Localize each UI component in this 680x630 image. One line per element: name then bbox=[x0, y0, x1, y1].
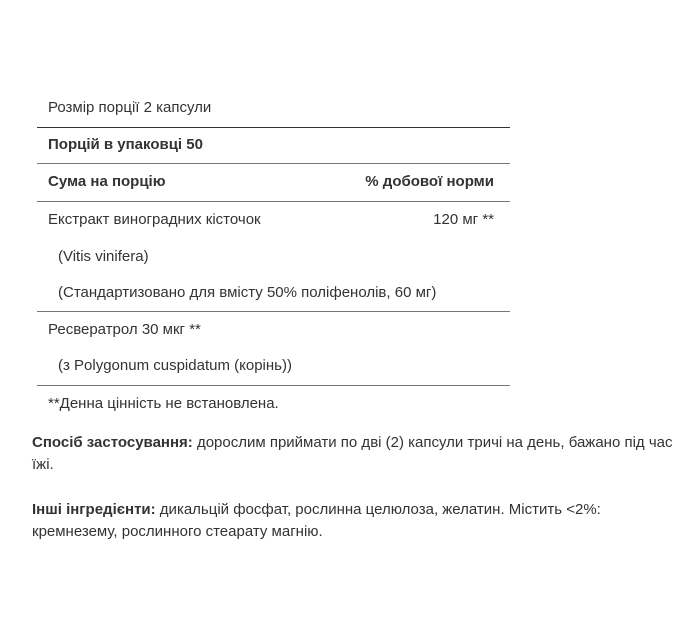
ingredient-name: Екстракт виноградних кісточок bbox=[48, 211, 261, 228]
usage-text: дорослим приймати по дві (2) капсули тричі на день, бажано під час їжі. bbox=[32, 434, 673, 473]
servings-per-container-row bbox=[37, 127, 510, 163]
other-ingredients-text: дикальцій фосфат, рослинна целюлоза, желатин. Містить <2%: кремнезему, рослинного стеарату магнію. bbox=[32, 501, 601, 540]
ingredient-amount: 120 мг ** bbox=[433, 211, 494, 228]
header-daily-value: % добової норми bbox=[365, 173, 494, 190]
ingredient-row-resveratrol bbox=[37, 311, 510, 348]
other-ingredients-paragraph bbox=[32, 499, 677, 543]
supplement-facts-table bbox=[37, 93, 510, 421]
servings-per-container: Порцій в упаковці 50 bbox=[48, 136, 203, 153]
footnote-row bbox=[37, 385, 510, 421]
footnote: **Денна цінність не встановлена. bbox=[48, 395, 279, 412]
table-header-row bbox=[37, 163, 510, 201]
ingredient-name: Ресвератрол 30 мкг ** bbox=[48, 321, 201, 338]
ingredient-subrow-latin bbox=[37, 239, 510, 275]
usage-label: Спосіб застосування: bbox=[32, 434, 193, 451]
ingredient-subrow-standardized bbox=[37, 275, 510, 311]
ingredient-standardization: (Стандартизовано для вмісту 50% поліфенолів, 60 мг) bbox=[58, 284, 437, 301]
ingredient-row-grape-seed bbox=[37, 201, 510, 239]
serving-size-row bbox=[37, 93, 510, 127]
other-ingredients-label: Інші інгредієнти: bbox=[32, 501, 156, 518]
ingredient-latin-name: (Vitis vinifera) bbox=[58, 248, 149, 265]
header-amount-per-serving: Сума на порцію bbox=[48, 173, 166, 190]
serving-size: Розмір порції 2 капсули bbox=[48, 99, 212, 116]
ingredient-source: (з Polygonum cuspidatum (корінь)) bbox=[58, 357, 292, 374]
usage-paragraph bbox=[32, 432, 677, 476]
ingredient-subrow-source bbox=[37, 348, 510, 385]
